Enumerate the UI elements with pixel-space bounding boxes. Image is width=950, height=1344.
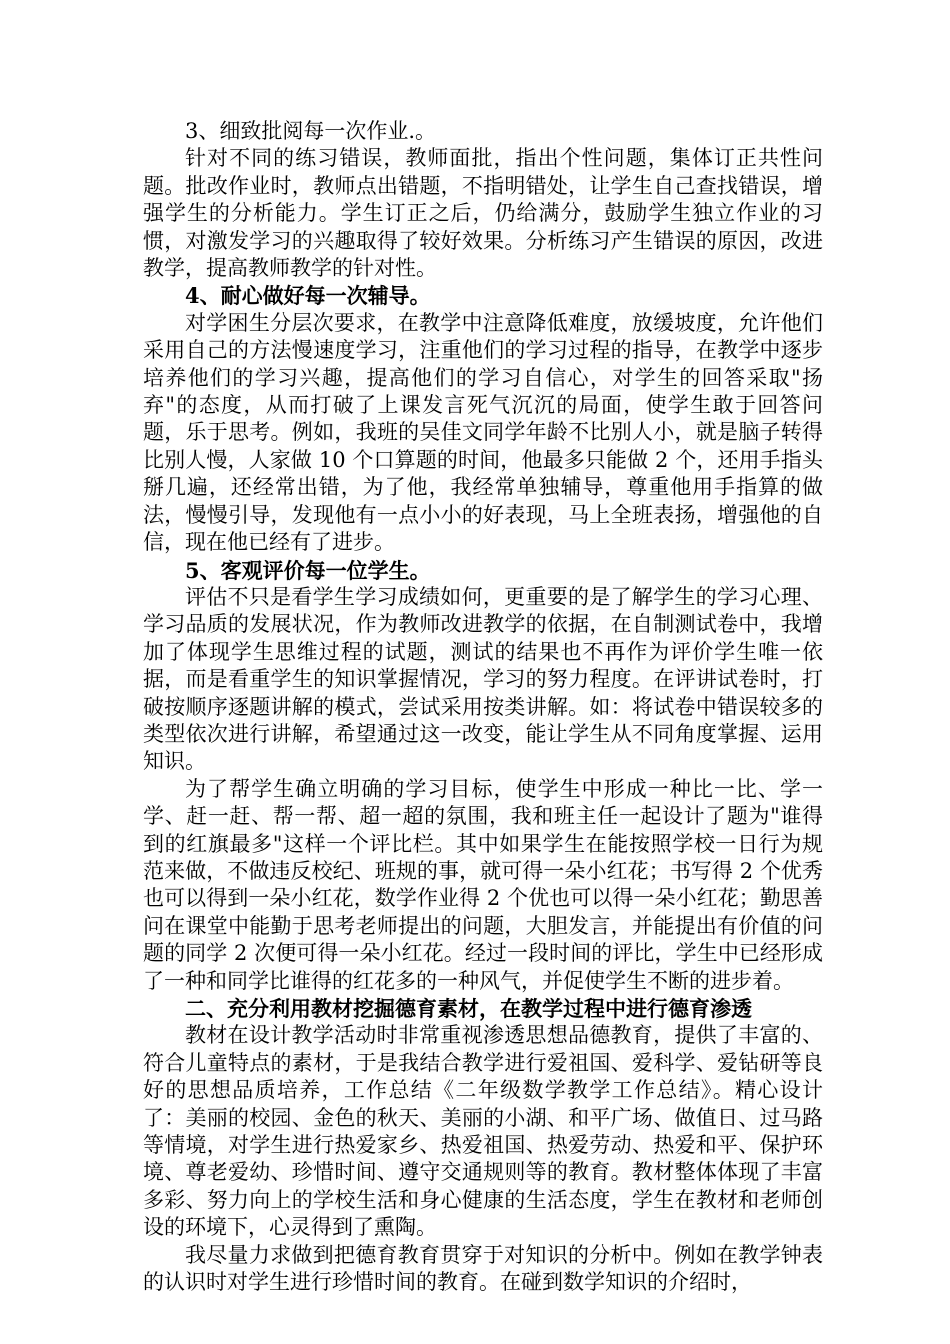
paragraph-evaluation: 评估不只是看学生学习成绩如何，更重要的是了解学生的学习心理、学习品质的发展状况，作为教师改进教学的依据，在自制测试卷中，我增加了体现学生思维过程的试题，测试的结果也不再作为评价学生唯一依据，而是看重学生的知识掌握情况，学习的努力程度。在评讲试卷时，打破按顺序逐题讲解的模式，尝试采用按类讲解。如：将试卷中错误较多的类型依次进行讲解，希望通过这一改变，能让学生从不同角度掌握、运用知识。 [143, 584, 823, 774]
paragraph-red-flag: 为了帮学生确立明确的学习目标，使学生中形成一种比一比、学一学、赶一赶、帮一帮、超一超的氛围，我和班主任一起设计了题为"谁得到的红旗最多"这样一个评比栏。其中如果学生在能按照学校一日行为规范来做，不做违反校纪、班规的事，就可得一朵小红花；书写得 2 个优秀也可以得到一朵小红花，数学作业得 2 个优也可以得一朵小红花；勤思善问在课堂中能勤于思考老师提出的问题，大胆发言，并能提出有价值的问题的同学 2 次便可得一朵小红花。经过一段时间的评比，学生中已经形成了一种和同学比谁得的红花多的一种风气，并促使学生不断的进步着。 [143, 776, 823, 993]
document-page [143, 118, 823, 1296]
section-heading-tutoring: 4、耐心做好每一次辅导。 [185, 283, 431, 309]
paragraph-tutoring: 对学困生分层次要求，在教学中注意降低难度，放缓坡度，允许他们采用自己的方法慢速度学习，注重他们的学习过程的指导，在教学中逐步培养他们的学习兴趣，提高他们的学习自信心，对学生的回答采取"扬弃"的态度，从而打破了上课发言死气沉沉的局面，使学生敢于回答问题，乐于思考。例如，我班的吴佳文同学年龄不比别人小，就是脑子转得比别人慢，人家做 10 个口算题的时间，他最多只能做 2 个，还用手指头掰几遍，还经常出错，为了他，我经常单独辅导，尊重他用手指算的做法，慢慢引导，发现他有一点小小的好表现，马上全班表扬，增强他的自信，现在他已经有了进步。 [143, 310, 823, 555]
paragraph-moral-knowledge: 我尽量力求做到把德育教育贯穿于对知识的分析中。例如在教学钟表的认识时对学生进行珍惜时间的教育。在碰到数学知识的介绍时， [143, 1242, 823, 1295]
section-heading-evaluation: 5、客观评价每一位学生。 [185, 557, 431, 583]
section-heading-moral-education: 二、充分利用教材挖掘德育素材，在教学过程中进行德育渗透 [185, 996, 752, 1021]
paragraph-moral-materials: 教材在设计教学活动时非常重视渗透思想品德教育，提供了丰富的、符合儿童特点的素材，于是我结合教学进行爱祖国、爱科学、爱钻研等良好的思想品质培养，工作总结《二年级数学教学工作总结》。精心设计了：美丽的校园、金色的秋天、美丽的小湖、和平广场、做值日、过马路等情境，对学生进行热爱家乡、热爱祖国、热爱劳动、热爱和平、保护环境、尊老爱幼、珍惜时间、遵守交通规则等的教育。教材整体体现了丰富多彩、努力向上的学校生活和身心健康的生活态度，学生在教材和老师创设的环境下，心灵得到了熏陶。 [143, 1023, 823, 1240]
section-heading-homework: 3、细致批阅每一次作业.。 [185, 119, 437, 143]
paragraph-homework: 针对不同的练习错误，教师面批，指出个性问题，集体订正共性问题。批改作业时，教师点出错题，不指明错处，让学生自己查找错误，增强学生的分析能力。学生订正之后，仍给满分，鼓励学生独立作业的习惯，对激发学习的兴趣取得了较好效果。分析练习产生错误的原因，改进教学，提高教师教学的针对性。 [143, 146, 823, 281]
